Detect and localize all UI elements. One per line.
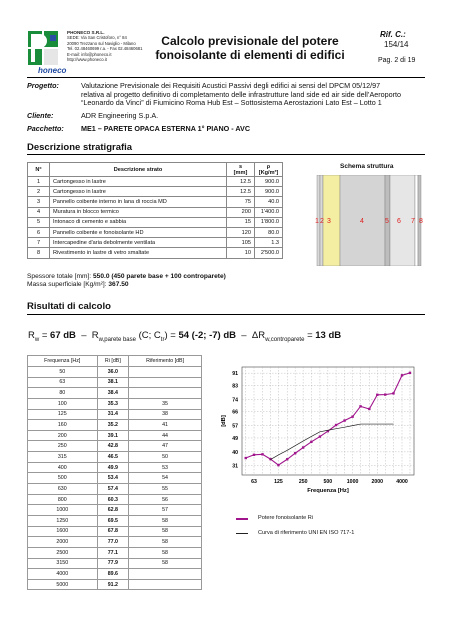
freq-row (28, 430, 202, 441)
col-desc: Descrizione strato (50, 163, 227, 177)
freq-cell-ri: 91.2 (97, 579, 129, 590)
col-s (227, 163, 255, 177)
cliente-value: ADR Engineering S.p.A. (81, 111, 159, 120)
freq-row (28, 420, 202, 431)
freq-cell-ri: 31.4 (97, 409, 129, 420)
series-ri-point (335, 424, 337, 426)
section-divider (27, 314, 425, 315)
freq-cell-f: 63 (28, 377, 98, 388)
x-tick-label: 125 (274, 479, 283, 485)
series-ri-point (310, 441, 312, 443)
freq-cell-f: 400 (28, 462, 98, 473)
schema-label: 3 (327, 218, 331, 225)
freq-row (28, 537, 202, 548)
freq-cell-ri: 60.3 (97, 494, 129, 505)
col-s-unit: [mm] (233, 169, 248, 176)
reference-block (380, 30, 408, 50)
series-ri-point (359, 405, 361, 407)
freq-cell-ri: 38.4 (97, 388, 129, 399)
layer-cell-rho: 900.0 (255, 187, 283, 197)
massa-label: Massa superficiale [Kg/m²]: (27, 281, 107, 289)
freq-cell-ref: 58 (129, 547, 202, 558)
freq-cell-ri: 62.8 (97, 505, 129, 516)
freq-row (28, 547, 202, 558)
layer-cell-n: 1 (28, 177, 50, 187)
x-tick-label: 2000 (371, 479, 384, 485)
layer-row (28, 207, 283, 217)
col-reference: Riferimento [dB] (129, 356, 202, 367)
y-axis-label: [dB] (221, 415, 227, 427)
col-frequency: Frequenza [Hz] (28, 356, 98, 367)
schema-label: 1 (315, 218, 319, 225)
massa-value: 367.50 (108, 281, 129, 289)
freq-cell-ri: 77.0 (97, 537, 129, 548)
schema-label: 8 (419, 218, 423, 225)
schema-label: 4 (360, 218, 364, 225)
legend-swatch-ref (236, 533, 248, 534)
rif-label: Rif. C.: (380, 30, 406, 39)
freq-cell-f: 500 (28, 473, 98, 484)
freq-cell-ref: 57 (129, 505, 202, 516)
freq-row (28, 515, 202, 526)
freq-cell-ri: 42.8 (97, 441, 129, 452)
freq-cell-f: 50 (28, 367, 98, 378)
thickness-summary (27, 273, 226, 290)
layer-cell-s: 12.5 (227, 187, 255, 197)
col-rho-unit: [Kg/m³] (258, 169, 279, 176)
series-ri-point (319, 435, 321, 437)
freq-cell-ref (129, 579, 202, 590)
progetto-line: relativa al progetto definitivo di completamento delle infrastrutture land side ed air side dell’Aeroporto (81, 89, 402, 99)
freq-row (28, 484, 202, 495)
ri-chart (207, 355, 425, 507)
schema-layer-7 (415, 175, 418, 266)
layer-cell-rho: 40.0 (255, 197, 283, 207)
freq-row (28, 409, 202, 420)
x-tick-label: 500 (323, 479, 333, 485)
freq-cell-ref: 55 (129, 484, 202, 495)
section-divider (27, 154, 425, 155)
cliente-label: Cliente: (27, 111, 54, 120)
freq-cell-ref (129, 377, 202, 388)
freq-cell-ri: 57.4 (97, 484, 129, 495)
freq-cell-ref: 35 (129, 398, 202, 409)
series-ri-point (253, 454, 255, 456)
layer-cell-s: 200 (227, 207, 255, 217)
freq-cell-ri: 38.1 (97, 377, 129, 388)
col-ri: Ri [dB] (97, 356, 129, 367)
series-ri-point (286, 458, 288, 460)
freq-row (28, 473, 202, 484)
col-n: N° (28, 163, 50, 177)
freq-cell-f: 100 (28, 398, 98, 409)
freq-cell-ri: 49.9 (97, 462, 129, 473)
spessore-line (27, 273, 226, 281)
freq-cell-f: 630 (28, 484, 98, 495)
freq-cell-ri: 69.5 (97, 515, 129, 526)
freq-cell-ri: 35.2 (97, 420, 129, 431)
freq-header-row (28, 356, 202, 367)
pacchetto-label: Pacchetto: (27, 124, 64, 133)
freq-row (28, 526, 202, 537)
freq-row (28, 558, 202, 569)
layer-cell-s: 75 (227, 197, 255, 207)
freq-cell-ref: 58 (129, 515, 202, 526)
col-rho-label: ρ (266, 163, 271, 170)
layer-cell-desc: Cartongesso in lastre (50, 177, 227, 187)
freq-cell-ref (129, 569, 202, 580)
rw-value: 67 dB (50, 330, 76, 341)
title-line: Calcolo previsionale del potere (161, 34, 339, 48)
freq-cell-ref: 38 (129, 409, 202, 420)
freq-cell-f: 125 (28, 409, 98, 420)
freq-cell-ri: 39.1 (97, 430, 129, 441)
freq-cell-ri: 77.1 (97, 547, 129, 558)
layer-cell-desc: Rivestimento in lastre di vetro smaltate (50, 248, 227, 258)
progetto-label: Progetto: (27, 81, 59, 90)
y-tick-label: 91 (232, 371, 238, 378)
freq-row (28, 398, 202, 409)
company-name: PHONECO S.R.L. (67, 30, 105, 35)
layer-cell-desc: Muratura in blocco termico (50, 207, 227, 217)
layers-table (27, 162, 283, 259)
company-line: SEDE: Via San Cristoforo, n° 84 (67, 35, 127, 41)
y-tick-label: 83 (232, 383, 238, 390)
layer-cell-n: 2 (28, 187, 50, 197)
layer-row (28, 217, 283, 227)
series-ri-point (294, 452, 296, 454)
freq-row (28, 367, 202, 378)
company-info (67, 30, 142, 62)
freq-cell-ref: 58 (129, 537, 202, 548)
section-heading-risultati: Risultati di calcolo (27, 301, 111, 312)
layer-cell-rho: 1'800.0 (255, 217, 283, 227)
freq-cell-f: 160 (28, 420, 98, 431)
pacchetto-value: ME1 – PARETE OPACA ESTERNA 1° PIANO - AVC (81, 124, 251, 133)
legend-label-ref: Curva di riferimento UNI EN ISO 717-1 (258, 530, 355, 536)
freq-row (28, 569, 202, 580)
layer-row (28, 227, 283, 237)
series-ri-point (351, 415, 353, 417)
freq-row (28, 579, 202, 590)
layer-cell-rho: 80.0 (255, 227, 283, 237)
rw-base-sub: w,parete base (98, 336, 136, 343)
progetto-text (81, 82, 431, 108)
delta-sub: w,controparete (265, 336, 305, 343)
freq-row (28, 377, 202, 388)
freq-cell-ref: 41 (129, 420, 202, 431)
massa-line (27, 281, 226, 289)
schema-label: 2 (320, 218, 324, 225)
y-tick-label: 31 (232, 463, 238, 470)
freq-cell-ref: 50 (129, 452, 202, 463)
layer-cell-rho: 1.3 (255, 238, 283, 248)
freq-cell-ref: 54 (129, 473, 202, 484)
freq-cell-ri: 46.5 (97, 452, 129, 463)
progetto-line: Valutazione Previsionale dei Requisiti Acustici Passivi degli edifici ai sensi del DPCM 05/12/97 (81, 81, 381, 90)
x-axis-label: Frequenza [Hz] (307, 488, 349, 494)
schema-title: Schema struttura (340, 163, 394, 170)
freq-cell-ref: 58 (129, 526, 202, 537)
freq-cell-f: 315 (28, 452, 98, 463)
layer-cell-desc: Cartongesso in lastre (50, 187, 227, 197)
freq-cell-ri: 35.3 (97, 398, 129, 409)
freq-row (28, 505, 202, 516)
freq-cell-ref: 44 (129, 430, 202, 441)
company-line: Tel. 02.48460699 r.a. - Fax 02.48460681 (67, 46, 143, 52)
freq-cell-f: 5000 (28, 579, 98, 590)
layer-cell-rho: 1'400.0 (255, 207, 283, 217)
layer-cell-s: 120 (227, 227, 255, 237)
freq-cell-f: 1000 (28, 505, 98, 516)
x-tick-label: 63 (251, 479, 257, 485)
layer-row (28, 187, 283, 197)
freq-cell-f: 1250 (28, 515, 98, 526)
schema-layer-3 (323, 175, 340, 266)
series-ri-point (245, 457, 247, 459)
freq-cell-ref: 53 (129, 462, 202, 473)
series-ri-point (384, 393, 386, 395)
freq-row (28, 452, 202, 463)
freq-cell-ri: 53.4 (97, 473, 129, 484)
logo-wordmark: honeco (38, 66, 67, 75)
freq-cell-f: 1600 (28, 526, 98, 537)
delta-value: 13 dB (315, 330, 342, 341)
rw-base-value: 54 (-2; -7) dB (178, 330, 237, 341)
layer-cell-s: 15 (227, 217, 255, 227)
freq-cell-f: 2500 (28, 547, 98, 558)
layers-header-row (28, 163, 283, 177)
section-heading-stratigrafia: Descrizione stratigrafia (27, 142, 133, 153)
freq-cell-ref (129, 388, 202, 399)
layer-cell-s: 12.5 (227, 177, 255, 187)
layer-row (28, 177, 283, 187)
freq-cell-ri: 67.8 (97, 526, 129, 537)
layer-cell-s: 105 (227, 238, 255, 248)
series-ri-point (302, 446, 304, 448)
freq-cell-ri: 89.6 (97, 569, 129, 580)
series-ri-point (368, 408, 370, 410)
series-ri-point (343, 419, 345, 421)
header-divider (27, 77, 425, 78)
series-ri-point (392, 392, 394, 394)
spessore-value: 550.0 (450 parete base + 100 controparete) (92, 273, 226, 280)
series-ri-point (261, 453, 263, 455)
layer-row (28, 248, 283, 258)
series-ri-point (409, 372, 411, 374)
layer-cell-desc: Pannello coibente interno in lana di roccia MD (50, 197, 227, 207)
layer-cell-desc: Pannello coibente e fonoisolante HD (50, 227, 227, 237)
document-title (150, 34, 350, 62)
company-line: 20090 Trezzano sul Naviglio - Milano (67, 40, 136, 46)
rif-value: 154/14 (384, 40, 409, 49)
freq-cell-ri: 36.0 (97, 367, 129, 378)
layer-cell-n: 7 (28, 238, 50, 248)
freq-cell-f: 2000 (28, 537, 98, 548)
series-ri-point (376, 394, 378, 396)
x-tick-label: 250 (298, 479, 308, 485)
y-tick-label: 49 (232, 435, 238, 442)
layer-row (28, 238, 283, 248)
layer-cell-rho: 2'500.0 (255, 248, 283, 258)
freq-row (28, 494, 202, 505)
freq-cell-ri: 77.9 (97, 558, 129, 569)
x-tick-label: 4000 (396, 479, 408, 485)
y-tick-label: 66 (232, 409, 238, 416)
spessore-label: Spessore totale [mm]: (27, 273, 92, 280)
schema-label: 7 (411, 218, 415, 225)
layer-cell-rho: 900.0 (255, 177, 283, 187)
series-ri-point (277, 464, 279, 466)
freq-row (28, 388, 202, 399)
layer-cell-n: 3 (28, 197, 50, 207)
freq-cell-f: 250 (28, 441, 98, 452)
freq-row (28, 441, 202, 452)
layer-cell-desc: Intonaco di cemento e sabbia (50, 217, 227, 227)
freq-cell-f: 800 (28, 494, 98, 505)
x-tick-label: 1000 (346, 479, 359, 485)
page-number: Pag. 2 di 19 (378, 57, 416, 64)
progetto-line: “Leonardo da Vinci” di Fiumicino Roma Hub Est – Sottosistema Aerostazioni Lato Est – Lotto 1 (81, 98, 382, 108)
legend-label-ri: Potere fonoisolante Ri (258, 515, 314, 521)
layer-row (28, 197, 283, 207)
company-line: http://www.phoneco.it (67, 57, 107, 63)
freq-cell-ref: 58 (129, 558, 202, 569)
company-line: E-mail: info@phoneco.it (67, 51, 112, 57)
schema-label: 6 (397, 218, 401, 225)
structure-schema (310, 175, 426, 266)
layer-cell-s: 10 (227, 248, 255, 258)
result-formula: $R_w = 67$ dB – $R_{w,parete base}$ (C; $C_{tr}) = 54$ (-2; -7) dB – $\Delta R_{w,controparete} = 13$ dB (28, 330, 342, 343)
freq-cell-f: 80 (28, 388, 98, 399)
frequency-table (27, 355, 202, 590)
y-tick-label: 40 (232, 449, 238, 456)
series-ri-point (401, 374, 403, 376)
freq-cell-f: 200 (28, 430, 98, 441)
legend-swatch-ri (236, 518, 248, 520)
schema-label: 5 (385, 218, 389, 225)
freq-row (28, 462, 202, 473)
freq-cell-f: 3150 (28, 558, 98, 569)
freq-cell-ref: 56 (129, 494, 202, 505)
title-line: fonoisolante di elementi di edifici (155, 48, 345, 62)
layer-cell-n: 8 (28, 248, 50, 258)
layer-cell-n: 6 (28, 227, 50, 237)
layer-cell-n: 4 (28, 207, 50, 217)
y-tick-label: 74 (232, 397, 238, 404)
col-s-label: s (238, 163, 243, 170)
freq-cell-ref: 47 (129, 441, 202, 452)
y-tick-label: 57 (232, 423, 238, 430)
layer-cell-n: 5 (28, 217, 50, 227)
col-rho (255, 163, 283, 177)
layer-cell-desc: Intercapedine d'aria debolmente ventilata (50, 238, 227, 248)
freq-cell-ref (129, 367, 202, 378)
freq-cell-f: 4000 (28, 569, 98, 580)
